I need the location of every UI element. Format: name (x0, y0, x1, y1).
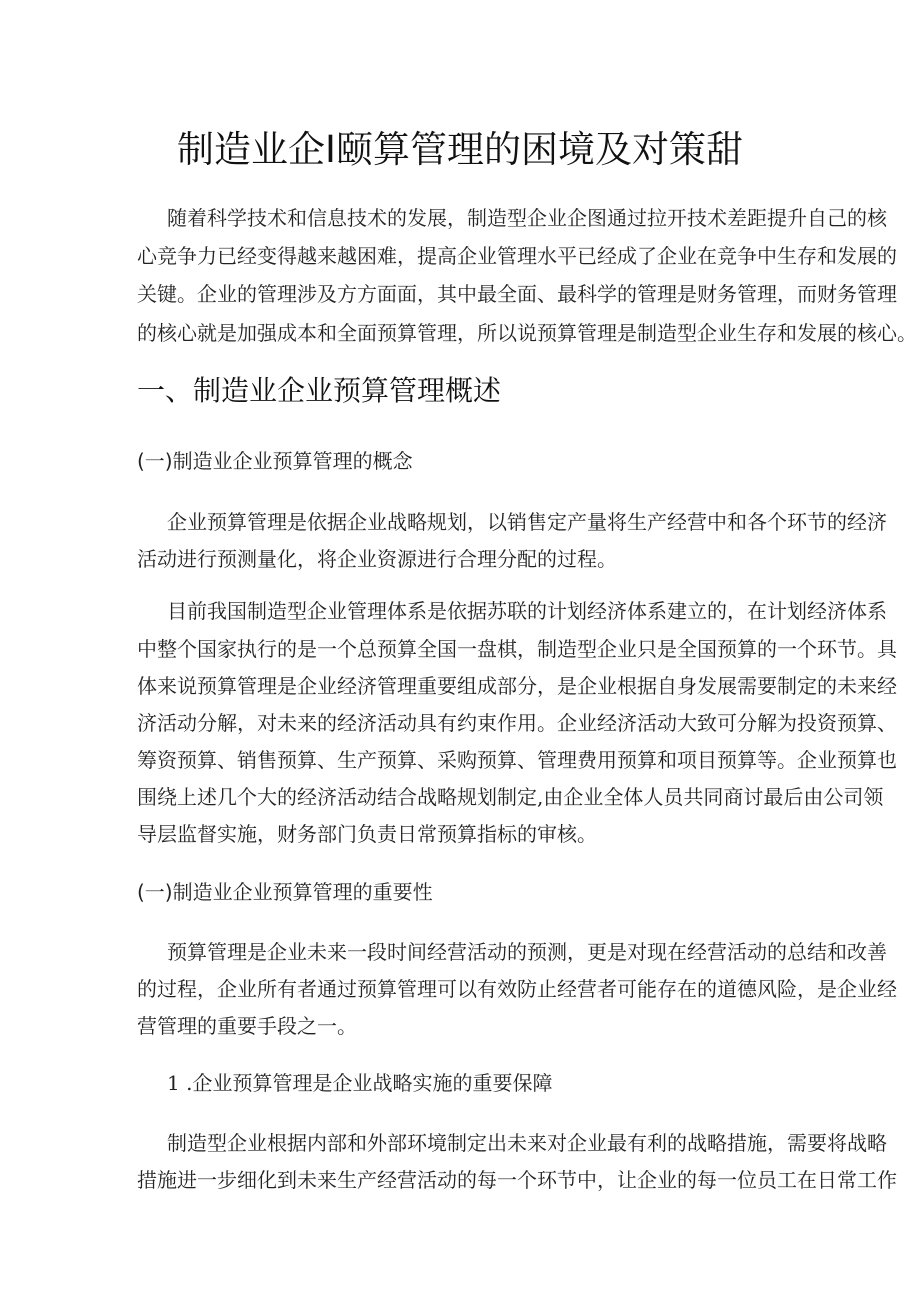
paragraph-line: 的过程，企业所有者通过预算管理可以有效防止经营者可能存在的道德风险，是企业经 (137, 977, 897, 1001)
paragraph-line: 围绕上述几个大的经济活动结合战略规划制定,由企业全体人员共同商讨最后由公司领 (137, 785, 884, 809)
paragraph-line: 心竞争力已经变得越来越困难，提高企业管理水平已经成了企业在竞争中生存和发展的 (137, 244, 897, 268)
subsection-heading: (一)制造业企业预算管理的概念 (137, 449, 413, 473)
paragraph-line: 关键。企业的管理涉及方方面面，其中最全面、最科学的管理是财务管理，而财务管理 (137, 282, 897, 306)
paragraph-line: 体来说预算管理是企业经济管理重要组成部分，是企业根据自身发展需要制定的未来经 (137, 674, 897, 698)
paragraph-line: 济活动分解，对未来的经济活动具有约束作用。企业经济活动大致可分解为投资预算、 (137, 711, 897, 735)
paragraph-line: 营管理的重要手段之一。 (137, 1014, 357, 1038)
paragraph-line: 导层监督实施，财务部门负责日常预算指标的审核。 (137, 822, 597, 846)
numbered-heading: 1 .企业预算管理是企业战略实施的重要保障 (167, 1071, 553, 1095)
section-heading: 一、制造业企业预算管理概述 (137, 374, 502, 407)
paragraph-line: 随着科学技术和信息技术的发展，制造型企业企图通过拉开技术差距提升自己的核 (167, 206, 887, 230)
paragraph-line: 措施进一步细化到未来生产经营活动的每一个环节中，让企业的每一位员工在日常工作 (137, 1168, 897, 1192)
paragraph-line: 筹资预算、销售预算、生产预算、采购预算、管理费用预算和项目预算等。企业预算也 (137, 748, 897, 772)
paragraph-line: 目前我国制造型企业管理体系是依据苏联的计划经济体系建立的，在计划经济体系 (167, 599, 887, 623)
paragraph-line: 企业预算管理是依据企业战略规划，以销售定产量将生产经营中和各个环节的经济 (167, 510, 887, 534)
paragraph-line: 制造型企业根据内部和外部环境制定出未来对企业最有利的战略措施，需要将战略 (167, 1131, 887, 1155)
paragraph-line: 的核心就是加强成本和全面预算管理，所以说预算管理是制造型企业生存和发展的核心。 (137, 321, 917, 345)
paragraph-line: 活动进行预测量化，将企业资源进行合理分配的过程。 (137, 547, 617, 571)
paragraph-line: 中整个国家执行的是一个总预算全国一盘棋，制造型企业只是全国预算的一个环节。具 (137, 637, 897, 661)
paragraph-line: 预算管理是企业未来一段时间经营活动的预测，更是对现在经营活动的总结和改善 (167, 940, 887, 964)
document-title: 制造业企Ⅰ颐算管理的困境及对策甜 (177, 128, 743, 171)
subsection-heading: (一)制造业企业预算管理的重要性 (137, 880, 433, 904)
